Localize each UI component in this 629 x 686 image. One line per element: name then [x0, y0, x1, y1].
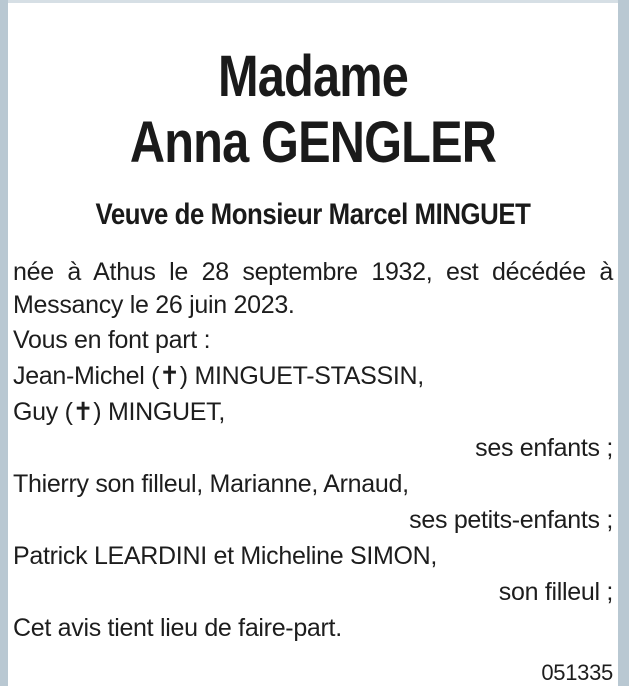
relation-label-petits-enfants: ses petits-enfants ; — [409, 506, 613, 534]
intro-line-2: Messancy le 26 juin 2023. — [13, 291, 295, 319]
mourner-line-patrick-micheline: Patrick LEARDINI et Micheline SIMON, — [13, 542, 438, 570]
relation-label-ses-enfants: ses enfants ; — [475, 434, 613, 462]
mourner-line-guy: Guy (✝) MINGUET, — [13, 398, 225, 426]
notice-title — [13, 44, 613, 176]
relation-label-son-filleul: son filleul ; — [498, 578, 613, 606]
closing-line: Cet avis tient lieu de faire-part. — [13, 614, 342, 642]
mourner-line-thierry-marianne-arnaud: Thierry son filleul, Marianne, Arnaud, — [13, 470, 409, 498]
notice-body — [13, 256, 613, 685]
announcement-line: Vous en font part : — [13, 326, 211, 354]
left-border — [0, 0, 8, 686]
notice-content — [13, 0, 613, 685]
reference-number: 051335 — [541, 660, 613, 685]
intro-line-1: née à Athus le 28 septembre 1932, est décédée à — [13, 258, 613, 286]
right-border — [618, 0, 629, 686]
notice-subtitle: Veuve de Monsieur Marcel MINGUET — [95, 198, 531, 231]
title-honorific: Madame — [218, 44, 408, 109]
mourner-line-jean-michel: Jean-Michel (✝) MINGUET-STASSIN, — [13, 362, 424, 390]
title-deceased-name: Anna GENGLER — [129, 110, 497, 175]
